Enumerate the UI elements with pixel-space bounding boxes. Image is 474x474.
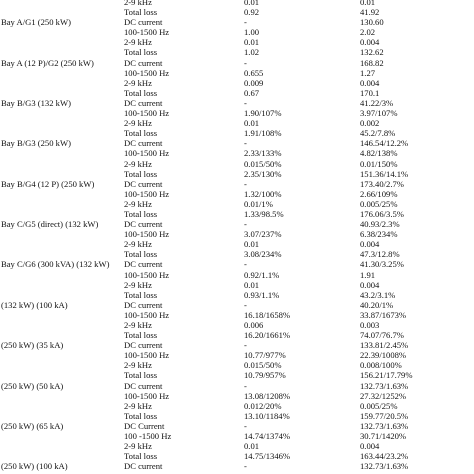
- value-a-cell: -: [244, 380, 247, 391]
- value-b-cell: 132.62: [360, 47, 384, 58]
- value-b-cell: 170.1: [360, 87, 380, 98]
- component-cell: DC current: [124, 461, 163, 472]
- component-cell: DC current: [124, 97, 163, 108]
- value-b-cell: 27.32/1252%: [360, 390, 407, 401]
- component-cell: Total loss: [124, 410, 158, 421]
- value-a-cell: 3.08/234%: [244, 249, 282, 260]
- table-row: [0, 280, 474, 290]
- value-b-cell: 130.60: [360, 17, 384, 28]
- table-row: [0, 189, 474, 199]
- value-a-cell: -: [244, 138, 247, 149]
- configuration-cell: (250 kW) (35 kA): [1, 340, 64, 351]
- component-cell: DC current: [124, 17, 163, 28]
- component-cell: Total loss: [124, 168, 158, 179]
- value-a-cell: 1.33/98.5%: [244, 208, 284, 219]
- value-b-cell: 1.91: [360, 269, 376, 280]
- value-a-cell: -: [244, 57, 247, 68]
- table-row: [0, 98, 474, 108]
- component-cell: Total loss: [124, 249, 158, 260]
- table-row: [0, 310, 474, 320]
- component-cell: DC current: [124, 57, 163, 68]
- value-a-cell: 13.10/1184%: [244, 410, 290, 421]
- configuration-cell: Bay A/G1 (250 kW): [1, 17, 71, 28]
- component-cell: 2-9 kHz: [124, 279, 152, 290]
- value-a-cell: 1.32/100%: [244, 188, 282, 199]
- value-a-cell: 0.655: [244, 67, 264, 78]
- table-row: [0, 27, 474, 37]
- value-b-cell: 6.38/234%: [360, 229, 398, 240]
- table-row: [0, 370, 474, 380]
- table-row: [0, 401, 474, 411]
- table-row: [0, 138, 474, 148]
- value-b-cell: 0.004: [360, 239, 380, 250]
- table-row: [0, 300, 474, 310]
- value-b-cell: 22.39/1008%: [360, 350, 407, 361]
- value-b-cell: 0.004: [360, 441, 380, 452]
- component-cell: 2-9 kHz: [124, 0, 152, 7]
- value-a-cell: 0.93/1.1%: [244, 289, 280, 300]
- component-cell: 100-1500 Hz: [124, 188, 170, 199]
- component-cell: DC current: [124, 138, 163, 149]
- value-b-cell: 132.73/1.63%: [360, 461, 409, 472]
- component-cell: 2-9 kHz: [124, 320, 152, 330]
- table-row: [0, 350, 474, 360]
- component-cell: DC current: [124, 380, 163, 391]
- value-a-cell: 1.00: [244, 27, 260, 38]
- value-a-cell: -: [244, 420, 247, 431]
- table-row: [0, 118, 474, 128]
- value-a-cell: 0.01: [244, 37, 260, 48]
- value-b-cell: 168.82: [360, 57, 384, 68]
- table-row: [0, 0, 474, 7]
- configuration-cell: Bay B/G4 (12 P) (250 kW): [1, 178, 95, 189]
- value-b-cell: 0.01: [360, 0, 376, 7]
- component-cell: Total loss: [124, 330, 158, 341]
- value-a-cell: -: [244, 17, 247, 28]
- value-a-cell: 0.92/1.1%: [244, 269, 280, 280]
- value-b-cell: 0.004: [360, 279, 380, 290]
- component-cell: 100-1500 Hz: [124, 350, 170, 361]
- component-cell: DC current: [124, 299, 163, 310]
- value-b-cell: 1.27: [360, 67, 376, 78]
- component-cell: DC Current: [124, 420, 165, 431]
- table-row: [0, 259, 474, 269]
- value-a-cell: 16.20/1661%: [244, 330, 291, 341]
- value-b-cell: 2.66/109%: [360, 188, 398, 199]
- value-a-cell: 0.006: [244, 320, 264, 330]
- table-row: [0, 461, 474, 471]
- value-b-cell: 41.22/3%: [360, 97, 394, 108]
- table-row: [0, 290, 474, 300]
- value-b-cell: 0.004: [360, 77, 380, 88]
- table-row: [0, 441, 474, 451]
- table-row: [0, 179, 474, 189]
- configuration-cell: (132 kW) (100 kA): [1, 299, 68, 310]
- table-row: [0, 17, 474, 27]
- value-b-cell: 30.71/1420%: [360, 431, 407, 442]
- component-cell: Total loss: [124, 451, 158, 462]
- component-cell: Total loss: [124, 208, 158, 219]
- component-cell: 2-9 kHz: [124, 239, 152, 250]
- table-row: [0, 88, 474, 98]
- value-a-cell: 3.07/237%: [244, 229, 282, 240]
- value-a-cell: -: [244, 97, 247, 108]
- component-cell: 100 -1500 Hz: [124, 431, 172, 442]
- value-b-cell: 163.44/23.2%: [360, 451, 409, 462]
- configuration-cell: (250 kW) (65 kA): [1, 420, 64, 431]
- value-b-cell: 41.30/3.25%: [360, 259, 404, 270]
- component-cell: 100-1500 Hz: [124, 390, 170, 401]
- table-row: [0, 320, 474, 330]
- component-cell: Total loss: [124, 289, 158, 300]
- value-a-cell: 10.77/977%: [244, 350, 286, 361]
- value-a-cell: 2.33/133%: [244, 148, 282, 159]
- value-a-cell: 0.01: [244, 239, 260, 250]
- value-b-cell: 0.008/100%: [360, 360, 402, 371]
- table-row: [0, 451, 474, 461]
- table-row: [0, 270, 474, 280]
- table-row: [0, 411, 474, 421]
- value-b-cell: 0.002: [360, 118, 380, 129]
- value-b-cell: 159.77/20.5%: [360, 410, 409, 421]
- table-row: [0, 159, 474, 169]
- value-b-cell: 74.07/76.7%: [360, 330, 404, 341]
- value-a-cell: 0.92: [244, 7, 260, 18]
- value-b-cell: 47.3/12.8%: [360, 249, 400, 260]
- value-a-cell: 2.35/130%: [244, 168, 282, 179]
- table-row: [0, 381, 474, 391]
- value-b-cell: 3.97/107%: [360, 108, 398, 119]
- table-row: [0, 340, 474, 350]
- component-cell: 2-9 kHz: [124, 360, 152, 371]
- table-row: [0, 78, 474, 88]
- table-row: [0, 169, 474, 179]
- table-row: [0, 330, 474, 340]
- value-a-cell: 0.012/20%: [244, 400, 282, 411]
- component-cell: 2-9 kHz: [124, 198, 152, 209]
- value-b-cell: 0.003: [360, 320, 380, 330]
- configuration-cell: Bay B/G3 (132 kW): [1, 97, 71, 108]
- component-cell: Total loss: [124, 370, 158, 381]
- value-a-cell: 1.02: [244, 47, 260, 58]
- table-row: [0, 431, 474, 441]
- component-cell: 2-9 kHz: [124, 37, 152, 48]
- value-a-cell: -: [244, 259, 247, 270]
- value-b-cell: 40.93/2.3%: [360, 219, 400, 230]
- component-cell: 2-9 kHz: [124, 77, 152, 88]
- table-row: [0, 148, 474, 158]
- configuration-cell: Bay B/G3 (250 kW): [1, 138, 71, 149]
- component-cell: 100-1500 Hz: [124, 148, 170, 159]
- value-b-cell: 151.36/14.1%: [360, 168, 409, 179]
- table-row: [0, 421, 474, 431]
- value-b-cell: 0.005/25%: [360, 400, 398, 411]
- value-b-cell: 40.20/1%: [360, 299, 394, 310]
- table-row: [0, 209, 474, 219]
- value-b-cell: 133.81/2.45%: [360, 340, 409, 351]
- value-b-cell: 33.87/1673%: [360, 309, 407, 320]
- value-b-cell: 45.2/7.8%: [360, 128, 396, 139]
- table-row: [0, 47, 474, 57]
- value-b-cell: 146.54/12.2%: [360, 138, 409, 149]
- value-a-cell: 0.01: [244, 0, 260, 7]
- value-b-cell: 0.005/25%: [360, 198, 398, 209]
- configuration-cell: Bay A (12 P)/G2 (250 kW): [1, 57, 94, 68]
- table-row: [0, 249, 474, 259]
- configuration-cell: (250 kW) (100 kA): [1, 461, 68, 472]
- value-b-cell: 173.40/2.7%: [360, 178, 404, 189]
- table-row: [0, 360, 474, 370]
- value-a-cell: -: [244, 461, 247, 472]
- value-a-cell: 14.75/1346%: [244, 451, 291, 462]
- value-a-cell: -: [244, 299, 247, 310]
- value-b-cell: 2.02: [360, 27, 376, 38]
- value-a-cell: -: [244, 178, 247, 189]
- component-cell: 2-9 kHz: [124, 400, 152, 411]
- table-row: [0, 219, 474, 229]
- value-a-cell: 14.74/1374%: [244, 431, 291, 442]
- table-row: [0, 239, 474, 249]
- component-cell: 100-1500 Hz: [124, 229, 170, 240]
- configuration-cell: Bay C/G6 (300 kVA) (132 kW): [1, 259, 110, 270]
- value-a-cell: 0.01: [244, 118, 260, 129]
- component-cell: 100-1500 Hz: [124, 269, 170, 280]
- component-cell: DC current: [124, 340, 163, 351]
- value-b-cell: 0.004: [360, 37, 380, 48]
- value-a-cell: 10.79/957%: [244, 370, 286, 381]
- value-a-cell: 0.01: [244, 441, 260, 452]
- value-b-cell: 4.82/138%: [360, 148, 398, 159]
- component-cell: 100-1500 Hz: [124, 27, 170, 38]
- value-b-cell: 132.73/1.63%: [360, 420, 409, 431]
- value-b-cell: 132.73/1.63%: [360, 380, 409, 391]
- component-cell: 100-1500 Hz: [124, 67, 170, 78]
- value-a-cell: 0.67: [244, 87, 260, 98]
- table-row: [0, 37, 474, 47]
- component-cell: DC current: [124, 219, 163, 230]
- value-a-cell: -: [244, 340, 247, 351]
- component-cell: DC current: [124, 259, 163, 270]
- table-row: [0, 128, 474, 138]
- value-a-cell: 0.015/50%: [244, 158, 282, 169]
- component-cell: 100-1500 Hz: [124, 309, 170, 320]
- table-row: [0, 7, 474, 17]
- component-cell: Total loss: [124, 7, 158, 18]
- value-b-cell: 43.2/3.1%: [360, 289, 396, 300]
- component-cell: 100-1500 Hz: [124, 108, 170, 119]
- configuration-cell: Bay C/G5 (direct) (132 kW): [1, 219, 99, 230]
- value-a-cell: 0.015/50%: [244, 360, 282, 371]
- value-a-cell: 0.01/1%: [244, 198, 273, 209]
- component-cell: 2-9 kHz: [124, 441, 152, 452]
- table-row: [0, 391, 474, 401]
- component-cell: Total loss: [124, 47, 158, 58]
- value-a-cell: 13.08/1208%: [244, 390, 291, 401]
- value-a-cell: -: [244, 219, 247, 230]
- component-cell: 2-9 kHz: [124, 118, 152, 129]
- value-a-cell: 0.009: [244, 77, 264, 88]
- component-cell: 2-9 kHz: [124, 158, 152, 169]
- table-row: [0, 199, 474, 209]
- table-row: [0, 108, 474, 118]
- value-a-cell: 0.01: [244, 279, 260, 290]
- table-row: [0, 68, 474, 78]
- value-a-cell: 16.18/1658%: [244, 309, 291, 320]
- component-cell: Total loss: [124, 128, 158, 139]
- value-b-cell: 156.21/17.79%: [360, 370, 413, 381]
- value-a-cell: 1.90/107%: [244, 108, 282, 119]
- component-cell: Total loss: [124, 87, 158, 98]
- configuration-cell: (250 kW) (50 kA): [1, 380, 64, 391]
- component-cell: DC current: [124, 178, 163, 189]
- value-a-cell: 1.91/108%: [244, 128, 282, 139]
- value-b-cell: 0.01/150%: [360, 158, 398, 169]
- table-row: [0, 229, 474, 239]
- value-b-cell: 176.06/3.5%: [360, 208, 404, 219]
- value-b-cell: 41.92: [360, 7, 380, 18]
- table-row: [0, 58, 474, 68]
